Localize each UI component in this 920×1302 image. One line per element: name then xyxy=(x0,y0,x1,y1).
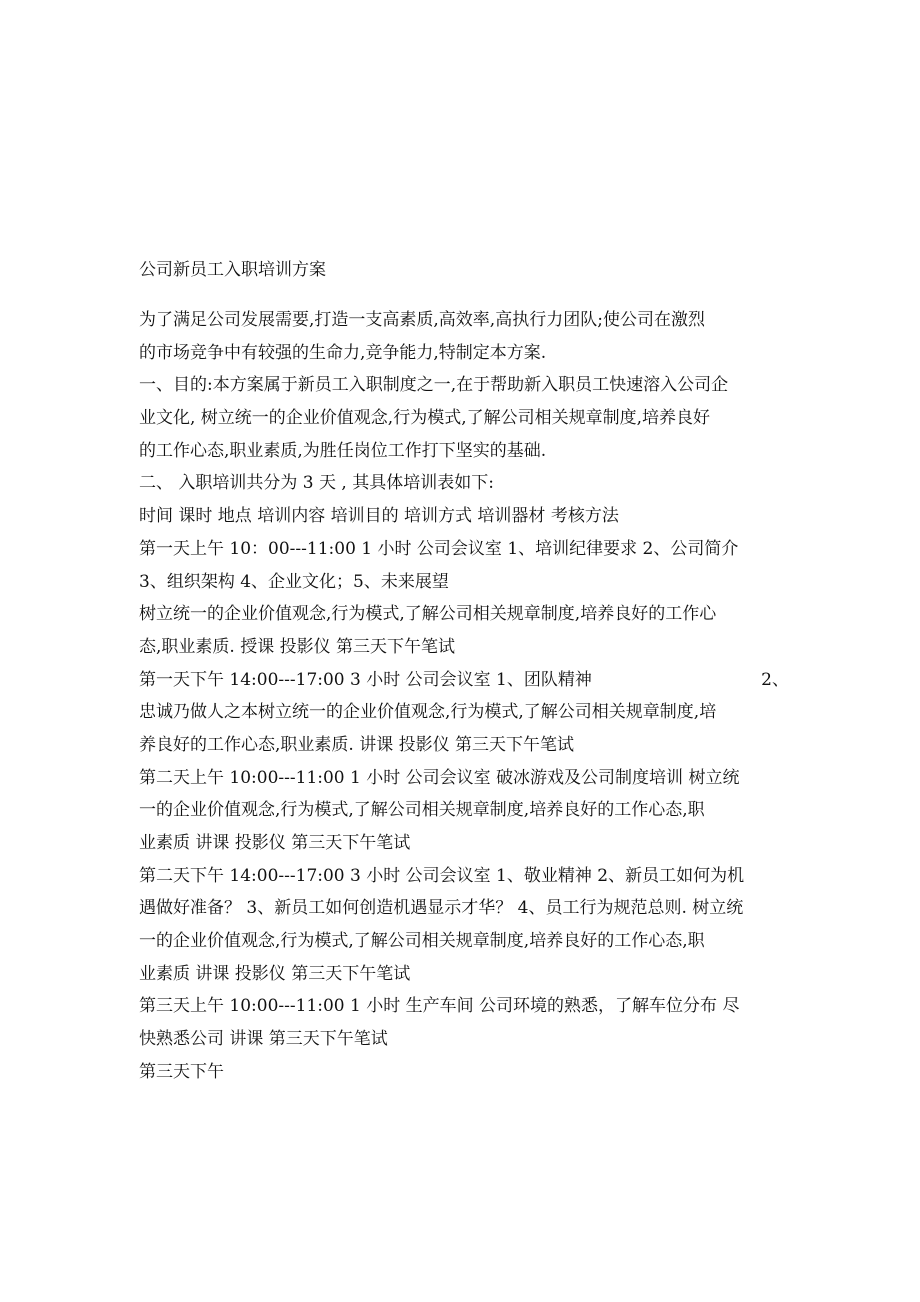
text-line: 3、组织架构 4、企业文化；5、未来展望 xyxy=(139,571,449,592)
text-line: 二、 入职培训共分为 3 天 , 其具体培训表如下: xyxy=(139,473,494,494)
text-line: 一的企业价值观念,行为模式,了解公司相关规章制度,培养良好的工作心态,职 xyxy=(139,800,705,821)
text-line: 第三天上午 10:00---11:00 1 小时 生产车间 公司环境的熟悉，了解车位分布 尽 xyxy=(139,996,740,1017)
text-line: 的工作心态,职业素质,为胜任岗位工作打下坚实的基础. xyxy=(139,440,547,461)
text-line: 第三天下午 xyxy=(139,1061,224,1082)
table-header-line: 时间 课时 地点 培训内容 培训目的 培训方式 培训器材 考核方法 xyxy=(139,506,619,527)
text-line: 快熟悉公司 讲课 第三天下午笔试 xyxy=(139,1029,388,1050)
text-line: 第二天上午 10:00---11:00 1 小时 公司会议室 破冰游戏及公司制度培训 树立统 xyxy=(139,767,740,788)
text-line: 遇做好准备？ 3、新员工如何创造机遇显示才华？ 4、员工行为规范总则. 树立统 xyxy=(139,898,744,919)
document-title: 公司新员工入职培训方案 xyxy=(139,260,326,280)
text-line-left: 第一天下午 14:00---17:00 3 小时 公司会议室 1、团队精神 xyxy=(139,669,592,690)
text-line: 忠诚乃做人之本树立统一的企业价值观念,行为模式,了解公司相关规章制度,培 xyxy=(139,702,717,723)
text-line: 态,职业素质. 授课 投影仪 第三天下午笔试 xyxy=(139,636,456,657)
text-line: 养良好的工作心态,职业素质. 讲课 投影仪 第三天下午笔试 xyxy=(139,734,575,755)
text-line: 为了满足公司发展需要,打造一支高素质,高效率,高执行力团队;使公司在激烈 xyxy=(139,310,705,330)
text-line-justified xyxy=(139,666,789,699)
document-body xyxy=(139,256,789,1091)
text-line: 业素质 讲课 投影仪 第三天下午笔试 xyxy=(139,963,411,984)
text-line: 第二天下午 14:00---17:00 3 小时 公司会议室 1、敬业精神 2、新员工如何为机 xyxy=(139,865,745,886)
text-line: 树立统一的企业价值观念,行为模式,了解公司相关规章制度,培养良好的工作心 xyxy=(139,604,717,625)
text-line-right: 2、 xyxy=(761,669,789,690)
document-text xyxy=(139,306,789,1091)
text-line: 的市场竞争中有较强的生命力,竞争能力,特制定本方案. xyxy=(139,342,547,363)
text-line: 一的企业价值观念,行为模式,了解公司相关规章制度,培养良好的工作心态,职 xyxy=(139,931,705,952)
text-line: 一、目的:本方案属于新员工入职制度之一,在于帮助新入职员工快速溶入公司企 xyxy=(139,375,729,396)
text-line: 业素质 讲课 投影仪 第三天下午笔试 xyxy=(139,833,411,853)
text-line: 业文化, 树立统一的企业价值观念,行为模式,了解公司相关规章制度,培养良好 xyxy=(139,408,711,429)
text-line: 第一天上午 10：00---11:00 1 小时 公司会议室 1、培训纪律要求 2、公司简介 xyxy=(139,538,739,559)
